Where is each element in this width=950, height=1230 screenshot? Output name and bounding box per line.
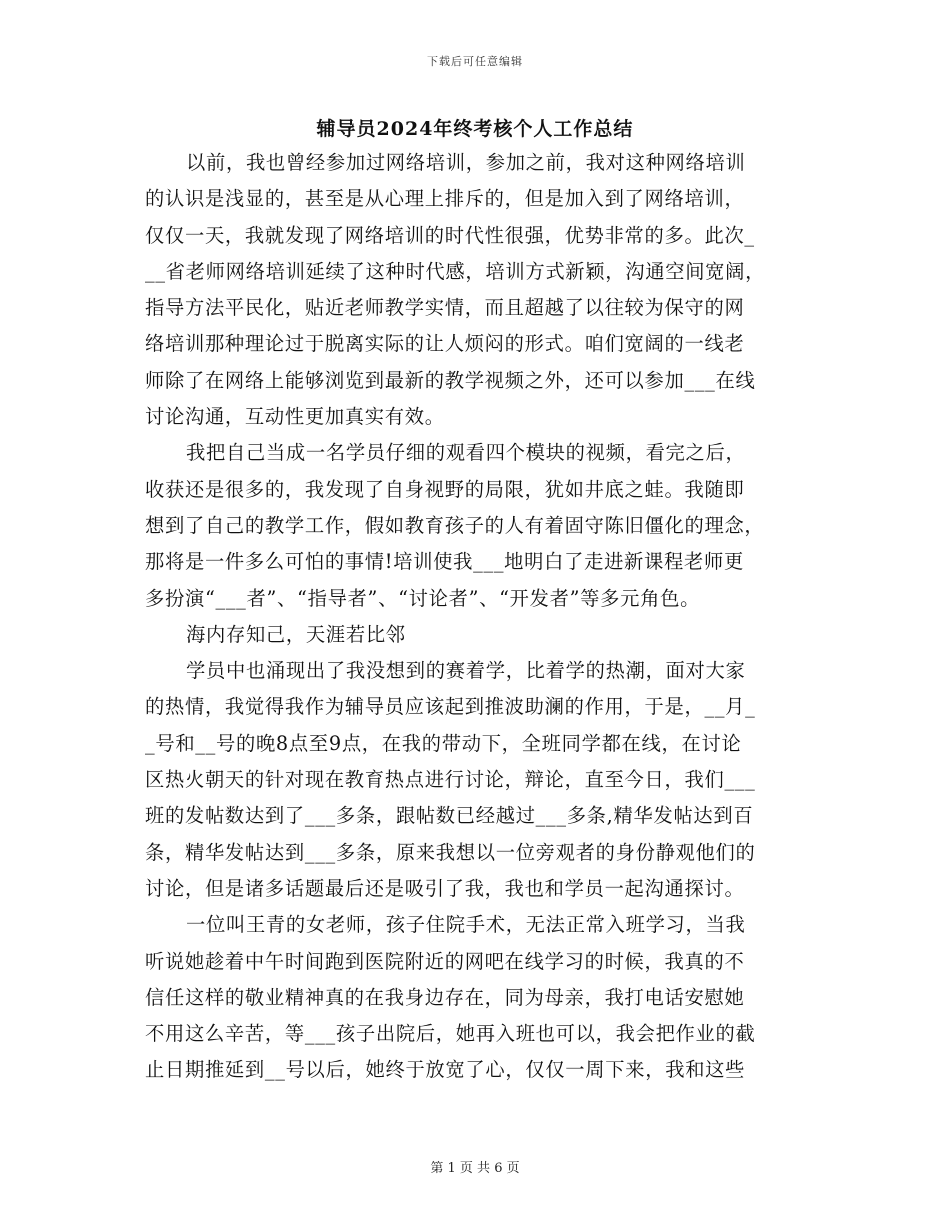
body-text-line: 想到了自己的教学工作，假如教育孩子的人有着固守陈旧僵化的理念， xyxy=(145,513,765,537)
body-text-line: 讨论沟通，互动性更加真实有效。 xyxy=(145,405,445,429)
body-text-line: 我把自己当成一名学员仔细的观看四个模块的视频，看完之后， xyxy=(186,441,746,465)
body-text-line: 师除了在网络上能够浏览到最新的教学视频之外，还可以参加___在线 xyxy=(145,368,756,392)
body-text-line: 络培训那种理论过于脱离实际的让人烦闷的形式。咱们宽阔的一线老 xyxy=(145,332,745,356)
body-text-line: 不用这么辛苦，等___孩子出院后，她再入班也可以，我会把作业的截 xyxy=(145,1022,756,1046)
body-text-line: 班的发帖数达到了___多条，跟帖数已经越过___多条,精华发帖达到百 xyxy=(145,804,754,828)
page-header-note: 下载后可任意编辑 xyxy=(427,55,523,68)
body-text-line: _号和__号的晚8点至9点，在我的带动下，全班同学都在线，在讨论 xyxy=(145,731,742,755)
body-text-line: 收获还是很多的，我发现了自身视野的局限，犹如井底之蛙。我随即 xyxy=(145,477,745,501)
body-text-line: 讨论，但是诸多话题最后还是吸引了我，我也和学员一起沟通探讨。 xyxy=(145,876,745,900)
body-text-line: 仅仅一天，我就发现了网络培训的时代性很强，优势非常的多。此次_ xyxy=(145,223,755,247)
body-text-line: 多扮演“___者”、“指导者”、“讨论者”、“开发者”等多元角色。 xyxy=(145,586,701,610)
body-text-line: 信任这样的敬业精神真的在我身边存在，同为母亲，我打电话安慰她 xyxy=(145,985,745,1009)
body-text-line: 条，精华发帖达到___多条，原来我想以一位旁观者的身份静观他们的 xyxy=(145,840,756,864)
body-text-line: 的认识是浅显的，甚至是从心理上排斥的，但是加入到了网络培训， xyxy=(145,187,745,211)
body-text-line: 学员中也涌现出了我没想到的赛着学，比着学的热潮，面对大家 xyxy=(186,659,746,683)
body-text-line: 以前，我也曾经参加过网络培训，参加之前，我对这种网络培训 xyxy=(186,151,746,174)
body-text-line: 一位叫王青的女老师，孩子住院手术，无法正常入班学习，当我 xyxy=(186,913,746,937)
body-text-line: 听说她趁着中午时间跑到医院附近的网吧在线学习的时候，我真的不 xyxy=(145,949,745,973)
body-text-line: 止日期推延到__号以后，她终于放宽了心，仅仅一周下来，我和这些 xyxy=(145,1058,746,1082)
body-text-line: 区热火朝天的针对现在教育热点进行讨论，辩论，直至今日，我们___ xyxy=(145,768,756,792)
body-text-line: 海内存知己，天涯若比邻 xyxy=(186,622,406,646)
document-body xyxy=(145,145,815,1089)
body-text-line: 那将是一件多么可怕的事情!培训使我___地明白了走进新课程老师更 xyxy=(145,550,744,574)
page-footer: 第 1 页 共 6 页 xyxy=(430,1161,520,1176)
document-title: 辅导员2024年终考核个人工作总结 xyxy=(316,118,634,140)
body-text-line: __省老师网络培训延续了这种时代感，培训方式新颖，沟通空间宽阔， xyxy=(145,259,766,283)
body-text-line: 的热情，我觉得我作为辅导员应该起到推波助澜的作用，于是，__月_ xyxy=(145,695,756,719)
body-text-line: 指导方法平民化，贴近老师教学实情，而且超越了以往较为保守的网 xyxy=(145,296,745,320)
